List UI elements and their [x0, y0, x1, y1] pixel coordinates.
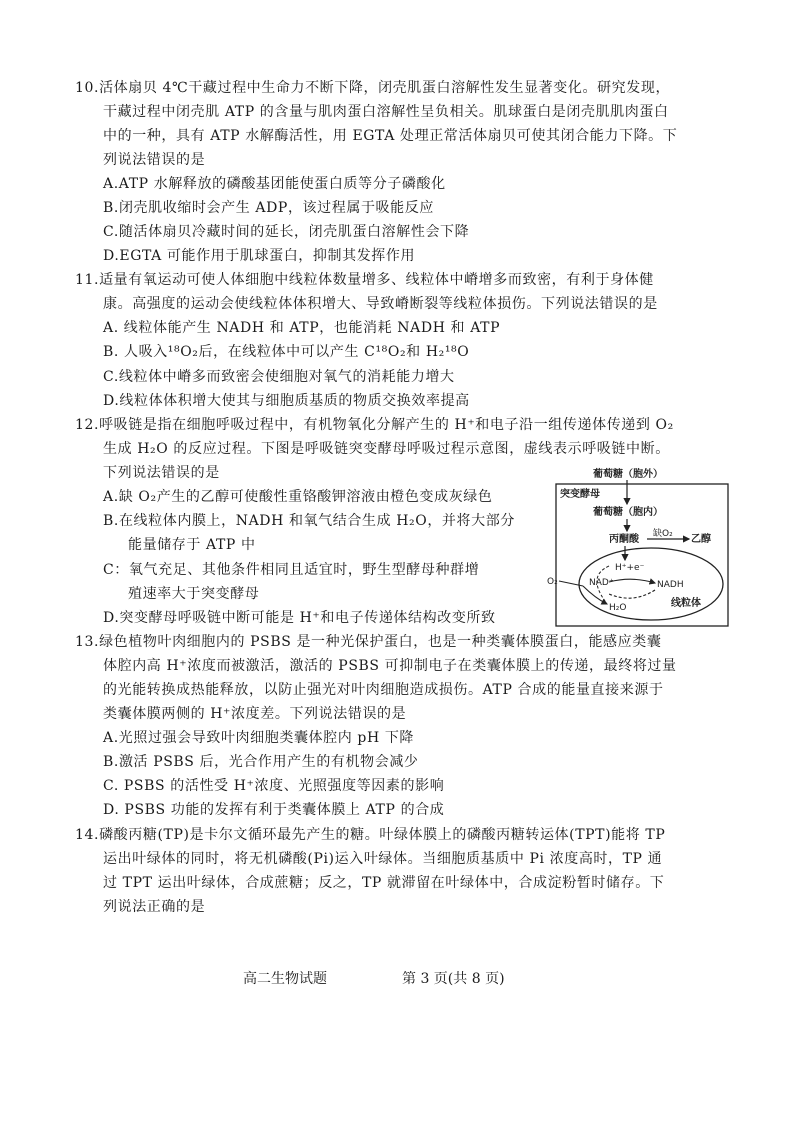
- q12-option-c-cont: 殖速率大于突变酵母: [128, 586, 260, 602]
- q13-option-a: A.光照过强会导致叶肉细胞类囊体腔内 pH 下降: [103, 730, 415, 746]
- q13-stem-line-1: 13.绿色植物叶肉细胞内的 PSBS 是一种光保护蛋白，也是一种类囊体膜蛋白，能感应类囊: [75, 634, 662, 650]
- q13-stem-line-2: 体腔内高 H⁺浓度而被激活，激活的 PSBS 可抑制电子在类囊体膜上的传递，最终将过量: [103, 658, 677, 674]
- q14-stem-line-2: 运出叶绿体的同时，将无机磷酸(Pi)运入叶绿体。当细胞质基质中 Pi 浓度高时，TP 通: [103, 851, 663, 867]
- q12-option-a: A.缺 O₂产生的乙醇可使酸性重铬酸钾溶液由橙色变成灰绿色: [103, 489, 493, 505]
- q10-option-b: B.闭壳肌收缩时会产生 ADP，该过程属于吸能反应: [103, 200, 434, 216]
- q13-stem-line-4: 类囊体膜两侧的 H⁺浓度差。下列说法错误的是: [103, 706, 407, 722]
- diagram-o2: O₂: [547, 577, 558, 587]
- q10-option-a: A.ATP 水解释放的磷酸基团能使蛋白质等分子磷酸化: [103, 176, 446, 192]
- q10-stem-line-2: 干藏过程中闭壳肌 ATP 的含量与肌肉蛋白溶解性呈负相关。肌球蛋白是闭壳肌肌肉蛋白: [103, 104, 669, 120]
- q11-stem-line-1: 11.适量有氧运动可使人体细胞中线粒体数量增多、线粒体中嵴增多而致密，有利于身体健: [75, 272, 654, 288]
- q12-option-d: D.突变酵母呼吸链中断可能是 H⁺和电子传递体结构改变所致: [103, 610, 496, 626]
- q11-option-c: C.线粒体中嵴多而致密会使细胞对氧气的消耗能力增大: [103, 369, 455, 385]
- q13-option-c: C. PSBS 的活性受 H⁺浓度、光照强度等因素的影响: [103, 778, 445, 794]
- q11-option-b: B. 人吸入¹⁸O₂后，在线粒体中可以产生 C¹⁸O₂和 H₂¹⁸O: [103, 344, 470, 360]
- q11-option-a: A. 线粒体能产生 NADH 和 ATP，也能消耗 NADH 和 ATP: [103, 320, 501, 336]
- q14-stem-line-4: 列说法正确的是: [103, 899, 206, 915]
- diagram-glucose-outside: 葡萄糖（胞外）: [593, 469, 663, 480]
- q12-stem-line-3: 下列说法错误的是: [103, 465, 220, 481]
- diagram-h-e: H⁺+e⁻: [615, 563, 645, 573]
- diagram-ethanol: 乙醇: [691, 534, 711, 545]
- diagram-mutant-yeast-label: 突变酵母: [560, 489, 600, 500]
- q10-stem-line-1: 10.活体扇贝 4℃干藏过程中生命力不断下降，闭壳肌蛋白溶解性发生显著变化。研究发现，: [75, 80, 671, 96]
- q11-option-d: D.线粒体体积增大使其与细胞质基质的物质交换效率提高: [103, 393, 470, 409]
- q12-option-b: B.在线粒体内膜上，NADH 和氧气结合生成 H₂O，并将大部分: [103, 513, 515, 529]
- diagram-glucose-inside: 葡萄糖（胞内）: [593, 507, 663, 518]
- diagram-pyruvate: 丙酮酸: [609, 534, 639, 545]
- respiration-chain-diagram: [547, 466, 731, 628]
- diagram-mitochondria-label: 线粒体: [671, 598, 701, 609]
- q10-stem-line-4: 列说法错误的是: [103, 152, 206, 168]
- q12-stem-line-2: 生成 H₂O 的反应过程。下图是呼吸链突变酵母呼吸过程示意图，虚线表示呼吸链中断。: [103, 441, 670, 457]
- q14-stem-line-1: 14.磷酸丙糖(TP)是卡尔文循环最先产生的糖。叶绿体膜上的磷酸丙糖转运体(TPT)能将 TP: [75, 827, 666, 843]
- q12-option-c: C：氧气充足、其他条件相同且适宜时，野生型酵母种群增: [103, 562, 480, 578]
- footer-page-number: 第 3 页(共 8 页): [402, 971, 505, 987]
- diagram-no-o2: 缺O₂: [653, 529, 673, 539]
- q14-stem-line-3: 过 TPT 运出叶绿体，合成蔗糖；反之，TP 就滞留在叶绿体中，合成淀粉暂时储存。下: [103, 875, 665, 891]
- q13-stem-line-3: 的光能转换成热能释放，以防止强光对叶肉细胞造成损伤。ATP 合成的能量直接来源于: [103, 682, 664, 698]
- q10-option-c: C.随活体扇贝冷藏时间的延长，闭壳肌蛋白溶解性会下降: [103, 224, 470, 240]
- q12-stem-line-1: 12.呼吸链是指在细胞呼吸过程中，有机物氧化分解产生的 H⁺和电子沿一组传递体传递到 O₂: [75, 417, 674, 433]
- q11-stem-line-2: 康。高强度的运动会使线粒体体积增大、导致嵴断裂等线粒体损伤。下列说法错误的是: [103, 296, 658, 312]
- diagram-nad: NAD⁺: [589, 578, 614, 588]
- q10-stem-line-3: 中的一种，具有 ATP 水解酶活性，用 EGTA 处理正常活体扇贝可使其闭合能力下降。下: [103, 128, 678, 144]
- diagram-h2o: H₂O: [609, 603, 627, 613]
- q12-option-b-cont: 能量储存于 ATP 中: [128, 537, 256, 553]
- diagram-yeast-cell: [556, 484, 728, 626]
- q10-option-d: D.EGTA 可能作用于肌球蛋白，抑制其发挥作用: [103, 248, 416, 264]
- diagram-nadh: NADH: [657, 580, 684, 590]
- q13-option-b: B.激活 PSBS 后，光合作用产生的有机物会减少: [103, 754, 419, 770]
- footer-subject: 高二生物试题: [243, 971, 327, 987]
- q13-option-d: D. PSBS 功能的发挥有利于类囊体膜上 ATP 的合成: [103, 802, 445, 818]
